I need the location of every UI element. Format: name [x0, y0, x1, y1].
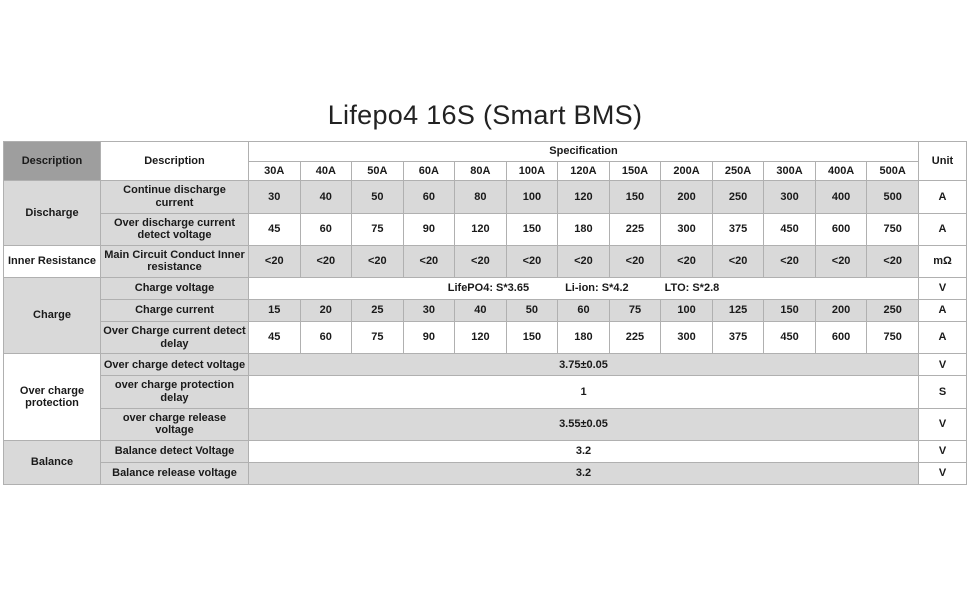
unit-value: A [919, 181, 967, 213]
parameter-value: 30 [403, 300, 455, 322]
parameter-value: 120 [558, 181, 610, 213]
parameter-value: 375 [712, 213, 764, 245]
header-description-1: Description [4, 142, 101, 181]
header-description-2: Description [101, 142, 249, 181]
parameter-value: 100 [661, 300, 713, 322]
value-segment: LTO: S*2.8 [664, 282, 720, 295]
header-current-200a: 200A [661, 161, 713, 181]
parameter-value: 45 [249, 322, 301, 354]
unit-value: V [919, 462, 967, 484]
parameter-label: Balance release voltage [101, 462, 249, 484]
parameter-value: 150 [764, 300, 816, 322]
unit-value: V [919, 440, 967, 462]
parameter-value: 200 [661, 181, 713, 213]
parameter-value: <20 [712, 245, 764, 277]
table-row [4, 462, 967, 484]
unit-value: mΩ [919, 245, 967, 277]
header-current-300a: 300A [764, 161, 816, 181]
table-row [4, 213, 967, 245]
parameter-value: 225 [609, 322, 661, 354]
parameter-value: <20 [661, 245, 713, 277]
table-row [4, 354, 967, 376]
parameter-label: Charge current [101, 300, 249, 322]
parameter-value: 100 [506, 181, 558, 213]
parameter-value-merged: 3.55±0.05 [249, 408, 919, 440]
parameter-value-merged: 3.75±0.05 [249, 354, 919, 376]
category-label: Over charge protection [4, 354, 101, 441]
parameter-label: Continue discharge current [101, 181, 249, 213]
parameter-value: 150 [506, 213, 558, 245]
header-current-100a: 100A [506, 161, 558, 181]
parameter-value: 60 [300, 322, 352, 354]
parameter-value: 250 [712, 181, 764, 213]
parameter-label: Balance detect Voltage [101, 440, 249, 462]
table-body [4, 181, 967, 485]
category-label: Charge [4, 278, 101, 354]
header-current-400a: 400A [815, 161, 867, 181]
parameter-value: <20 [403, 245, 455, 277]
parameter-value: 600 [815, 322, 867, 354]
page-title: Lifepo4 16S (Smart BMS) [327, 100, 643, 130]
table-header [4, 142, 967, 181]
parameter-label: Over discharge current detect voltage [101, 213, 249, 245]
parameter-value: 60 [558, 300, 610, 322]
parameter-value: <20 [506, 245, 558, 277]
table-row [4, 181, 967, 213]
parameter-value: 375 [712, 322, 764, 354]
unit-value: A [919, 322, 967, 354]
parameter-value: 125 [712, 300, 764, 322]
parameter-label: Over Charge current detect delay [101, 322, 249, 354]
unit-value: A [919, 213, 967, 245]
parameter-value: <20 [558, 245, 610, 277]
parameter-value: 90 [403, 213, 455, 245]
header-row-top [4, 142, 967, 162]
parameter-value: 80 [455, 181, 507, 213]
parameter-value: 15 [249, 300, 301, 322]
header-current-80a: 80A [455, 161, 507, 181]
unit-value: V [919, 354, 967, 376]
table-row [4, 278, 967, 300]
parameter-label: Charge voltage [101, 278, 249, 300]
parameter-value: 90 [403, 322, 455, 354]
header-current-250a: 250A [712, 161, 764, 181]
parameter-value: 450 [764, 322, 816, 354]
parameter-value-merged: 3.2 [249, 440, 919, 462]
header-current-500a: 500A [867, 161, 919, 181]
value-segment: Li-ion: S*4.2 [565, 282, 629, 295]
parameter-value: 450 [764, 213, 816, 245]
parameter-value: <20 [764, 245, 816, 277]
parameter-value: 300 [661, 213, 713, 245]
parameter-value: 225 [609, 213, 661, 245]
parameter-label: over charge protection delay [101, 376, 249, 408]
category-label: Balance [4, 440, 101, 484]
parameter-value: 600 [815, 213, 867, 245]
parameter-value: 50 [506, 300, 558, 322]
table-row [4, 300, 967, 322]
parameter-value-merged: 3.2 [249, 462, 919, 484]
parameter-value: 120 [455, 322, 507, 354]
specification-table [3, 141, 967, 485]
header-unit: Unit [919, 142, 967, 181]
parameter-value: 250 [867, 300, 919, 322]
parameter-value: 25 [352, 300, 404, 322]
parameter-value: <20 [867, 245, 919, 277]
header-current-120a: 120A [558, 161, 610, 181]
parameter-value: 50 [352, 181, 404, 213]
parameter-value: <20 [815, 245, 867, 277]
parameter-value: 75 [352, 213, 404, 245]
header-current-150a: 150A [609, 161, 661, 181]
parameter-value: <20 [609, 245, 661, 277]
table-row [4, 322, 967, 354]
parameter-value: 30 [249, 181, 301, 213]
parameter-value: <20 [455, 245, 507, 277]
unit-value: A [919, 300, 967, 322]
parameter-value: 40 [455, 300, 507, 322]
parameter-value: 300 [764, 181, 816, 213]
unit-value: S [919, 376, 967, 408]
parameter-value: <20 [300, 245, 352, 277]
parameter-value: 45 [249, 213, 301, 245]
header-current-50a: 50A [352, 161, 404, 181]
header-current-40a: 40A [300, 161, 352, 181]
parameter-value: 75 [609, 300, 661, 322]
parameter-value: 120 [455, 213, 507, 245]
category-label: Inner Resistance [4, 245, 101, 277]
parameter-value: 200 [815, 300, 867, 322]
parameter-value-merged [249, 278, 919, 300]
parameter-value: 750 [867, 322, 919, 354]
parameter-value: 60 [300, 213, 352, 245]
parameter-value: 75 [352, 322, 404, 354]
parameter-label: Main Circuit Conduct Inner resistance [101, 245, 249, 277]
parameter-value: 400 [815, 181, 867, 213]
header-specification: Specification [249, 142, 919, 162]
parameter-value: 20 [300, 300, 352, 322]
parameter-label: over charge release voltage [101, 408, 249, 440]
header-current-60a: 60A [403, 161, 455, 181]
parameter-value: 150 [609, 181, 661, 213]
parameter-label: Over charge detect voltage [101, 354, 249, 376]
table-row [4, 440, 967, 462]
value-segment: LifePO4: S*3.65 [447, 282, 530, 295]
parameter-value: 60 [403, 181, 455, 213]
table-row [4, 376, 967, 408]
unit-value: V [919, 408, 967, 440]
parameter-value-merged: 1 [249, 376, 919, 408]
category-label: Discharge [4, 181, 101, 246]
table-row [4, 408, 967, 440]
parameter-value: 150 [506, 322, 558, 354]
parameter-value: 500 [867, 181, 919, 213]
table-row [4, 245, 967, 277]
parameter-value: <20 [352, 245, 404, 277]
parameter-value: 300 [661, 322, 713, 354]
parameter-value: 750 [867, 213, 919, 245]
parameter-value: <20 [249, 245, 301, 277]
unit-value: V [919, 278, 967, 300]
parameter-value: 40 [300, 181, 352, 213]
parameter-value: 180 [558, 213, 610, 245]
parameter-value: 180 [558, 322, 610, 354]
header-current-30a: 30A [249, 161, 301, 181]
